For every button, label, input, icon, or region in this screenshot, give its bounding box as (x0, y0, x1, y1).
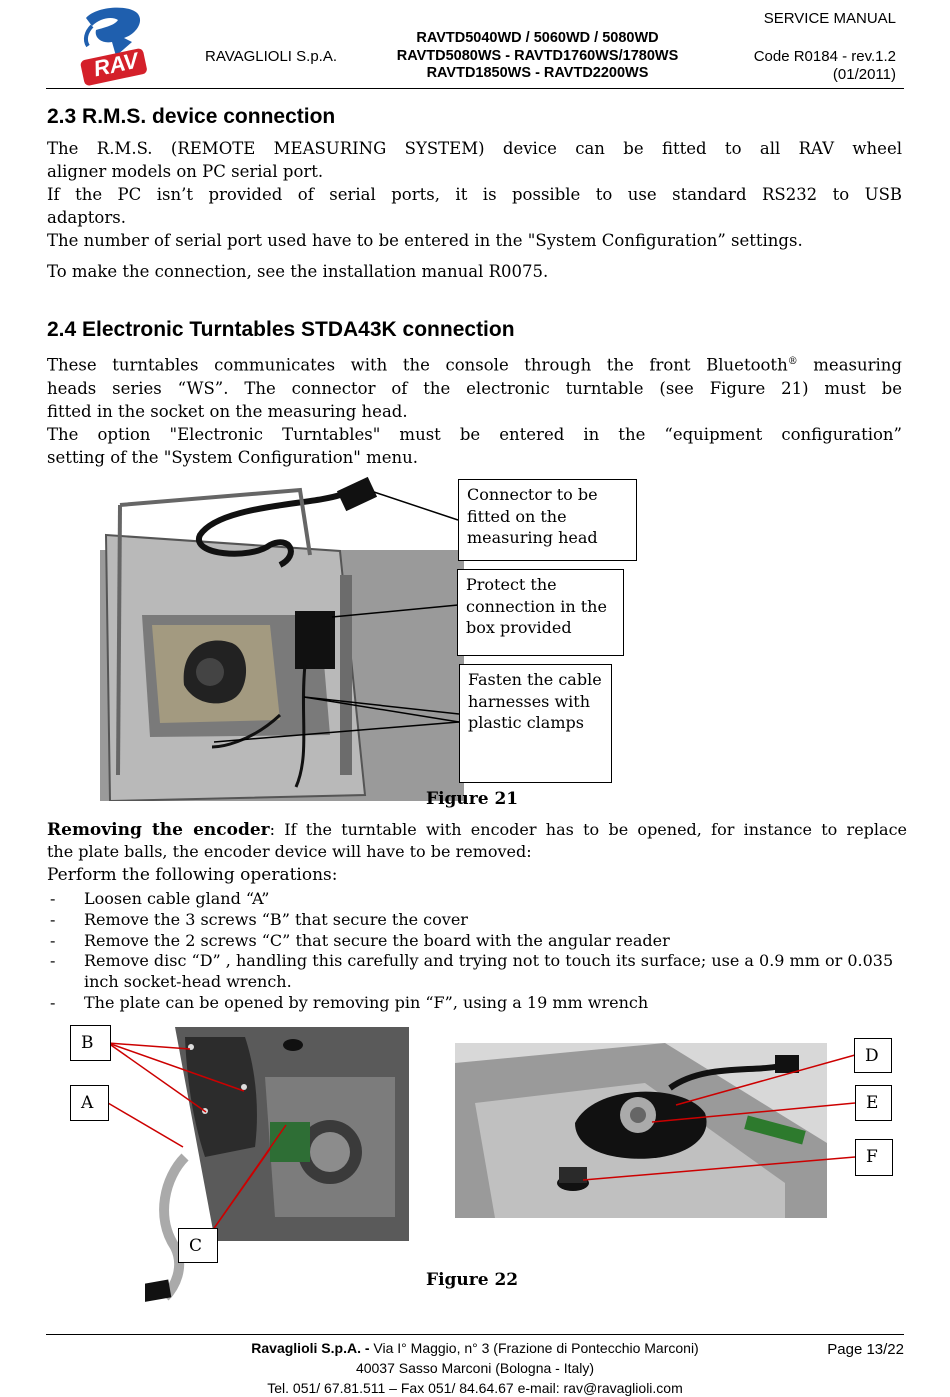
header-manual: SERVICE MANUAL (763, 10, 896, 27)
list-dash: - (50, 930, 56, 950)
list-item-text: Remove the 3 screws “B” that secure the cover (84, 909, 468, 929)
callout-fasten: Fasten the cable harnesses with plastic clamps (459, 664, 612, 783)
list-item (47, 993, 907, 1014)
text-line: If the PC isn’t provided of serial ports, it is possible to use standard RS232 to USB (47, 185, 902, 204)
header-code: Code R0184 - rev.1.2 (753, 48, 896, 65)
header-company: RAVAGLIOLI S.p.A. (205, 48, 337, 65)
label-d: D (854, 1038, 892, 1073)
header-date: (01/2011) (832, 66, 896, 83)
figure-22-right-photo (455, 1043, 827, 1218)
text-segment: measuring (797, 355, 902, 375)
figure-21-photo (100, 475, 464, 801)
text-line: To make the connection, see the installation manual R0075. (47, 262, 549, 281)
figure-22-left-photo (145, 1027, 409, 1335)
header-model-line: RAVTD5080WS - RAVTD1760WS/1780WS (396, 47, 679, 64)
text-line: The option "Electronic Turntables" must be entered in the “equipment configuration” (47, 424, 902, 444)
rav-logo (72, 4, 156, 88)
label-e: E (855, 1085, 892, 1121)
footer-address: Via I° Maggio, n° 3 (Frazione di Pontecchio Marconi) (369, 1340, 699, 1356)
label-c: C (178, 1228, 218, 1263)
list-dash: - (50, 889, 56, 908)
callout-connector: Connector to be fitted on the measuring head (458, 479, 637, 561)
list-item-text: Loosen cable gland “A” (84, 889, 270, 908)
list-item (47, 889, 907, 910)
text-line: The number of serial port used have to be entered in the "System Configuration” settings. (47, 231, 803, 250)
list-dash: - (50, 951, 56, 971)
logo-text: RAV (91, 47, 141, 82)
section-2-3-text (47, 137, 902, 283)
section-2-4-text (47, 350, 902, 469)
operations-list (47, 889, 907, 1014)
text-line (47, 819, 907, 841)
text-segment: These turntables communicates with the console through the front Bluetooth (47, 355, 788, 375)
list-dash: - (50, 909, 56, 929)
list-item-text: The plate can be opened by removing pin “F”, using a 19 mm wrench (84, 992, 649, 1012)
text-line: fitted in the socket on the measuring head. (47, 401, 408, 421)
perform-heading: Perform the following operations: (47, 865, 338, 885)
encoder-title: Removing the encoder (47, 820, 270, 840)
figure-22-caption: Figure 22 (426, 1270, 519, 1290)
section-2-4-title: 2.4 Electronic Turntables STDA43K connection (47, 318, 515, 341)
text-segment: : If the turntable with encoder has to be opened, for instance to replace (269, 820, 907, 839)
list-item (47, 951, 907, 993)
list-dash: - (50, 992, 56, 1012)
text-line: heads series “WS”. The connector of the electronic turntable (see Figure 21) must be (47, 378, 902, 398)
page-number: Page 13/22 (827, 1341, 904, 1358)
header-model-line: RAVTD5040WD / 5060WD / 5080WD (416, 30, 659, 46)
text-line: adaptors. (47, 208, 126, 227)
header-models (370, 30, 705, 83)
list-item-text: Remove the 2 screws “C” that secure the board with the angular reader (84, 930, 670, 950)
footer-contacts: Tel. 051/ 67.81.511 – Fax 051/ 84.64.67 e-mail: rav@ravaglioli.com (267, 1380, 683, 1396)
text-line (47, 350, 902, 377)
label-f: F (855, 1139, 893, 1176)
footer-address-line1 (0, 1340, 950, 1356)
callout-protect: Protect the connection in the box provided (457, 569, 624, 656)
footer-rule (46, 1334, 904, 1335)
footer-company: Ravaglioli S.p.A. - (251, 1340, 370, 1356)
header-rule (46, 88, 904, 89)
text-line: aligner models on PC serial port. (47, 162, 324, 181)
registered-mark: ® (787, 356, 798, 367)
list-item (47, 910, 907, 931)
label-b: B (70, 1025, 111, 1061)
list-item-text: Remove disc “D” , handling this carefully and trying not to touch its surface; use a 0.9 mm or 0.035 inch socket-head wrench. (84, 951, 894, 992)
footer-address-line2: 40037 Sasso Marconi (Bologna - Italy) (355, 1360, 595, 1376)
text-line: The R.M.S. (REMOTE MEASURING SYSTEM) device can be fitted to all RAV wheel (47, 139, 902, 158)
text-line: the plate balls, the encoder device will have to be removed: (47, 842, 532, 861)
header-model-line: RAVTD1850WS - RAVTD2200WS (426, 65, 649, 81)
text-line: setting of the "System Configuration" menu. (47, 447, 419, 467)
label-a: A (70, 1085, 109, 1121)
figure-21-caption: Figure 21 (426, 789, 519, 809)
list-item (47, 931, 907, 952)
encoder-intro (47, 819, 907, 863)
section-2-3-title: 2.3 R.M.S. device connection (47, 105, 336, 128)
